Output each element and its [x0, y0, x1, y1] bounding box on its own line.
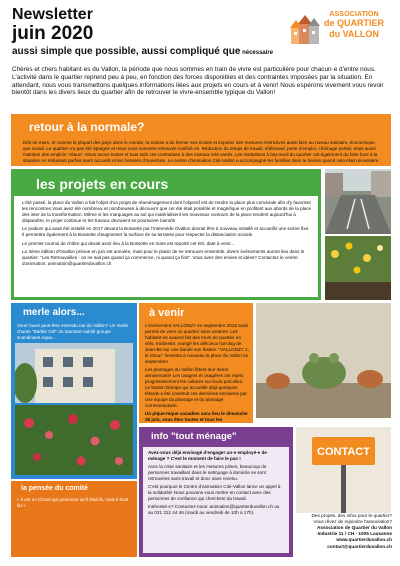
newsletter-kicker: Newsletter: [12, 6, 93, 23]
menage-paragraph-1: Avez-vous déjà envisagé d'engager un·e employé·e de ménage ? C'est le moment de faire le pas !: [148, 450, 267, 461]
frog-scene-icon: [256, 303, 391, 418]
contact-website-link[interactable]: www.quartierduvallon.ch: [336, 537, 392, 543]
contact-block: [296, 513, 392, 550]
building-photo: [15, 343, 133, 403]
flower-2: [346, 243, 353, 250]
house-window-3: [312, 31, 315, 34]
pensee-title: la pensée du comité: [21, 485, 88, 492]
garden-photo: [325, 236, 391, 300]
house-window-2: [303, 29, 306, 32]
retour-title: retour à la normale?: [29, 120, 145, 134]
logo-line-3: du VALLON: [329, 28, 379, 39]
rose-7: [77, 457, 86, 466]
garden-scene-icon: [325, 236, 391, 300]
pensee-text: « Il est un lézard qui personne qu'il était là, mais il était là! »: [17, 497, 129, 508]
rose-4: [91, 437, 100, 446]
window-5: [63, 377, 73, 387]
rose-5: [110, 420, 120, 430]
pot-left: [266, 373, 290, 389]
newsletter-date: juin 2020: [12, 23, 94, 44]
window-3: [83, 357, 93, 367]
street-photo: [325, 169, 391, 234]
projets-paragraph-1: L'été passé, la place du Vallon a fait l'objet d'un projet de réaménagement dont l'objectif est de rendre la place plus conviviale afin d'y favoriser les rencontres.Vous avez été nombreux et nombreuses à découvrir que cet été était possible et magnifique en profitant aux abords de la place des inter de la transformation. Même si les marquages au sol qui matérialisent les nouveaux contours de la place tendent aujourd'hui à disparaître, le projet continue et les travaux devraient se poursuivre bientôt!: [22, 200, 312, 223]
association-logo: [288, 6, 392, 56]
rose-2: [45, 431, 53, 439]
menage-paragraph-2: Avec la crise sanitaire et les mesures prises, beaucoup de personnes travaillant dans le nettoyage à domicile se sont retrouvées sans travail et donc sans revenu.: [148, 463, 267, 481]
menage-title: info "tout ménage": [151, 431, 237, 442]
logo-text: [318, 10, 390, 39]
contact-line-2: Vous rêvez de rejoindre l'association?: [313, 519, 392, 525]
house-window-1: [294, 32, 297, 35]
frog-sculpture-photo: [256, 303, 391, 418]
flower-5: [354, 267, 361, 274]
subtitle-part-c: nécessaire: [240, 50, 274, 56]
street-road: [325, 195, 391, 234]
merle-title: merle alors...: [23, 307, 85, 318]
projets-text: [22, 200, 312, 270]
projets-paragraph-4: La 3ème édition d'Ovallon prévue en juin est annulée, mais pour le plaisir de se retrouver ensemble, divers évènements auront lieu dans le quartier: "Les Retrouvailles - on ne sait pas quand ça commence, ni quand ça finit". Vous avez des envies et idées? Contactez le centre d'animation: animation@quartierduvallon.ch: [22, 249, 305, 267]
frog-body: [302, 357, 346, 389]
venir-paragraph-1: L'évènement VALLONZY en septembre 2019 avait permis de vivre un quartier sans voitures. Les habitant·es avaient fait des tours de quartier en vélo, trottinette, mangé les délicieux hot-dog de Jean-Bo sur une bande son festive. "VALLONZY 2, le retour" investira à nouveau la place du Vallon en septembre!: [145, 323, 249, 364]
contact-address: Industrie 11 / CH - 1005 Lausanne: [317, 531, 392, 537]
menage-paragraph-4: Intéressé·e? Contactez-nous: animation@quartierduvallon.ch ou au 021 312 44 46 (mardi au vendredi de 10h à 17h).: [148, 503, 280, 515]
venir-paragraph-2: Les plantages du Vallon fêtent leur 3ème anniversaire! Les usagers et usagères ont repris progressivement les cultures sur leurs parcelles. Le bassin biotope qui accueille déjà quelques têtards a été construit ces dernières semaines par une équipe du plantage et du plantage communautaire.: [145, 366, 247, 408]
window-4: [43, 377, 53, 387]
sign-label: CONTACT: [317, 446, 370, 458]
street-scene-icon: [325, 169, 391, 234]
window-6: [83, 377, 93, 387]
building-left: [325, 173, 343, 197]
building-right: [371, 171, 391, 197]
menage-paragraph-3: C'est pourquoi le Centre d'animation Cité-Vallon lance un appel à la solidarité! Nous pouvons vous mettre en contact avec des personnes de confiance qui cherchent du travail.: [148, 483, 281, 501]
roses-photo: [15, 405, 133, 475]
contact-line-1: Des projets, des infos pour le quartier?: [311, 513, 392, 518]
section-merle: [11, 303, 137, 479]
garden-bed: [325, 282, 391, 300]
flower-1: [331, 250, 339, 258]
section-projets: [11, 169, 321, 300]
venir-title: à venir: [149, 307, 185, 319]
subtitle-part-a: aussi simple que possible, aussi: [12, 46, 170, 57]
house-roof-2: [298, 15, 312, 24]
contact-org: Association de Quartier du Vallon: [316, 525, 392, 531]
projets-title: les projets en cours: [36, 176, 169, 192]
section-venir: [139, 303, 253, 423]
contact-email-link[interactable]: contact@quartierduvallon.ch: [327, 543, 392, 549]
rose-6: [33, 453, 41, 461]
projets-paragraph-2: Le podium qui avait été installé en 2017 devant la Bossette par l'intermède Ovallon devrait être à nouveau installé et accueillir une scène fixe. Il permettra également à la Bossette d'augmenter la surface de sa terrasse pour respecter la distanciation sociale.: [22, 226, 310, 238]
newsletter-subtitle: [12, 46, 273, 57]
flower-3: [363, 254, 371, 262]
rose-1: [24, 418, 34, 428]
logo-line-1: ASSOCIATION: [329, 9, 379, 18]
venir-paragraph-3: Un pique-nique canadien aura lieu le dimanche 28 juin, vous êtes toutes et tous les: [145, 410, 248, 422]
merle-text: Vous l'avez peut-être entendu rue du Vallon? Un merle chante "Barbie Girl" du tournant-oublié groupe scandinave Aqua...: [17, 323, 129, 340]
subtitle-part-b: compliqué que: [169, 46, 241, 57]
contact-sign-icon: [296, 427, 391, 513]
section-pensee: [11, 481, 137, 557]
menage-text: [148, 450, 284, 518]
roses-scene-icon: [15, 405, 133, 475]
flower-4: [377, 245, 383, 251]
venir-text: [145, 323, 249, 423]
pot-right: [357, 370, 383, 388]
section-menage: [139, 427, 293, 557]
rose-3: [68, 414, 78, 424]
sign-post: [341, 463, 346, 513]
contact-sign-photo: [296, 427, 391, 513]
window-2: [63, 357, 73, 367]
retour-text: Dès mi-mars, et comme la plupart des pays dans le monde, la Suisse a du fermer ses écoles et imposer des mesures restrictives aussi bien au niveau sanitaire, économique que social. Le quartier n'a pas été épargné et nous nous sommes retrouvés confiné·es. Réduction du temps de travail, télétravail, perte d'emploi, chômage partiel, etats aussi maintien des emplois "vitaux". Nous avons toutes et tous subi ces contraintes à des niveaux très variés. Les institutions à bas seuil du quartier ont également du faire face à la situation en réduisant parfois leurs accueils et les horaires d'ouverture. Le centre d'animation Cité-Vallon a accompagné les familles dans le besoin quand cela était nécessaire.: [23, 140, 380, 163]
frog-eye-right: [329, 353, 339, 363]
section-retour: [11, 114, 391, 166]
menage-inner: [143, 447, 289, 553]
frog-eye-left: [309, 353, 319, 363]
intro-text: Chères et chers habitant·es du Vallon, la période que nous sommes en train de vivre est particulière pour chacun·e d'entre nous. L'activité dans le quartier reprend peu à peu, en fonction des forces disponibles et des contraintes imposées par la situation. En attendant, nous vous transmettons quelques informations liées aux projets en cours et à venir! Nous espérons vivement vous revoir bientôt dans les divers lieux du quartier afin de retrouver le vivre-ensemble typique du Vallon!: [12, 66, 384, 97]
building-scene-icon: [15, 343, 133, 403]
window-1: [43, 357, 53, 367]
projets-paragraph-3: Le premier tournoi de chibre qui devait avoir lieu à la Bossette en mars est reporté cet été, date à venir...: [22, 240, 235, 246]
rose-8: [115, 457, 123, 465]
houses-logo-icon: [288, 12, 322, 46]
logo-line-2: de QUARTIER: [323, 18, 384, 29]
